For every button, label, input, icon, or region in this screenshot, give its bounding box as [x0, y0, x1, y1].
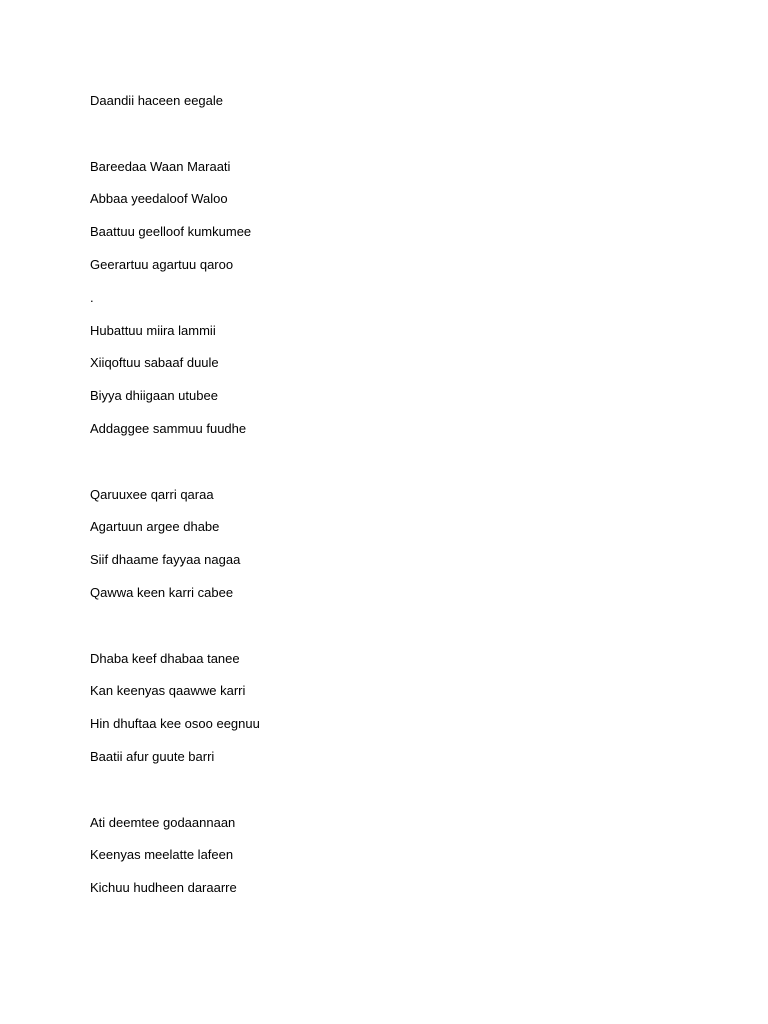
- poem-line: Keenyas meelatte lafeen: [90, 847, 234, 863]
- poem-line: Hubattuu miira lammii: [90, 322, 216, 338]
- poem-line: Abbaa yeedaloof Waloo: [90, 191, 228, 207]
- blank-line: [90, 453, 690, 471]
- poem-line: Addaggee sammuu fuudhe: [90, 420, 247, 436]
- blank-line: [90, 781, 690, 799]
- poem-line: Kichuu hudheen daraarre: [90, 880, 237, 896]
- poem-line: Qaruuxee qarri qaraa: [90, 486, 214, 502]
- poem-title: Daandii haceen eegale: [90, 93, 223, 108]
- poem-line: Agartuun argee dhabe: [90, 519, 220, 535]
- poem-line: Kan keenyas qaawwe karri: [90, 683, 246, 699]
- poem-line: Hin dhuftaa kee osoo eegnuu: [90, 716, 260, 732]
- poem-line: Ati deemtee godaannaan: [90, 814, 236, 830]
- poem-line: Baattuu geelloof kumkumee: [90, 224, 252, 240]
- poem-line: Geerartuu agartuu qaroo: [90, 256, 234, 272]
- poem-body: [90, 92, 690, 912]
- blank-line: [90, 617, 690, 635]
- poem-line: Baatii afur guute barri: [90, 748, 215, 764]
- poem-line: Qawwa keen karri cabee: [90, 584, 234, 600]
- blank-line: [90, 125, 690, 143]
- poem-line: Biyya dhiigaan utubee: [90, 388, 218, 404]
- poem-line: .: [90, 289, 94, 305]
- poem-line: Bareedaa Waan Maraati: [90, 158, 231, 174]
- poem-line: Siif dhaame fayyaa nagaa: [90, 552, 241, 568]
- poem-line: Xiiqoftuu sabaaf duule: [90, 355, 219, 371]
- poem-line: Dhaba keef dhabaa tanee: [90, 650, 240, 666]
